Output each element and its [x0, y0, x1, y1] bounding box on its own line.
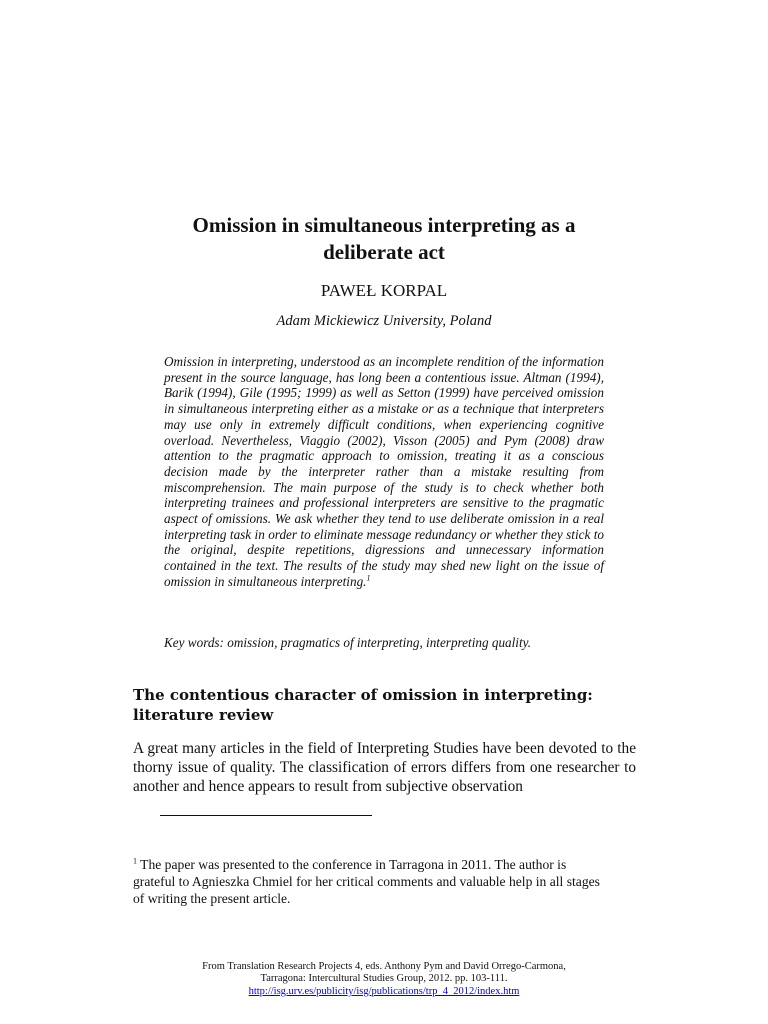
paper-title [150, 212, 618, 266]
section-heading: The contentious character of omission in interpreting: literature review [133, 686, 593, 724]
abstract-footnote-marker[interactable]: 1 [366, 573, 371, 583]
keywords: Key words: omission, pragmatics of interpreting, interpreting quality. [164, 635, 532, 650]
footnote-text: The paper was presented to the conference in Tarragona in 2011. The author is grateful to Agnieszka Chmiel for her critical comments and valuable help in all stages of writing the present article. [133, 857, 600, 906]
abstract-text: Omission in interpreting, understood as an incomplete rendition of the information present in the source language, has long been a contentious issue. Altman (1994), Barik (1994), Gile (1995; 1999) as well as Setton (1999) have perceived omission in simultaneous interpreting either as a mistake or as a technique that interpreters may use only in extremely difficult conditions, when experiencing cognitive overload. Nevertheless, Viaggio (2002), Visson (2005) and Pym (2008) draw attention to the pragmatic approach to omission, treating it as a conscious decision made by the interpreter rather than a mistake resulting from miscomprehension. The main purpose of the study is to check whether both interpreting trainees and professional interpreters are sensitive to the pragmatic aspect of omissions. We ask whether they tend to use deliberate omission in a real interpreting task in order to eliminate message redundancy or whether they stick to the original, despite repetitions, digressions and unnecessary information contained in the text. The results of the study may shed new light on the issue of omission in simultaneous interpreting. [164, 354, 604, 589]
source-line-1: From Translation Research Projects 4, eds. Anthony Pym and David Orrego-Carmona, [202, 961, 566, 972]
footnote-marker: 1 [133, 856, 137, 866]
source-line-2: Tarragona: Intercultural Studies Group, 2012. pp. 103-111. [260, 973, 508, 985]
author-name: PAWEŁ KORPAL [320, 281, 448, 300]
footnote [133, 856, 603, 907]
paper-title-line-2: deliberate act [323, 240, 445, 264]
section-body-text: A great many articles in the field of Interpreting Studies have been devoted to the thorny issue of quality. The classification of errors differs from one researcher to another and hence appears to result from subjective observation [133, 740, 636, 795]
footnote-separator [160, 815, 372, 816]
paper-title-line-1: Omission in simultaneous interpreting as a [192, 213, 576, 237]
author-affiliation: Adam Mickiewicz University, Poland [276, 313, 492, 329]
abstract [164, 354, 604, 590]
source-citation [150, 961, 618, 998]
source-link[interactable]: http://isg.urv.es/publicity/isg/publications/trp_4_2012/index.htm [248, 985, 520, 997]
